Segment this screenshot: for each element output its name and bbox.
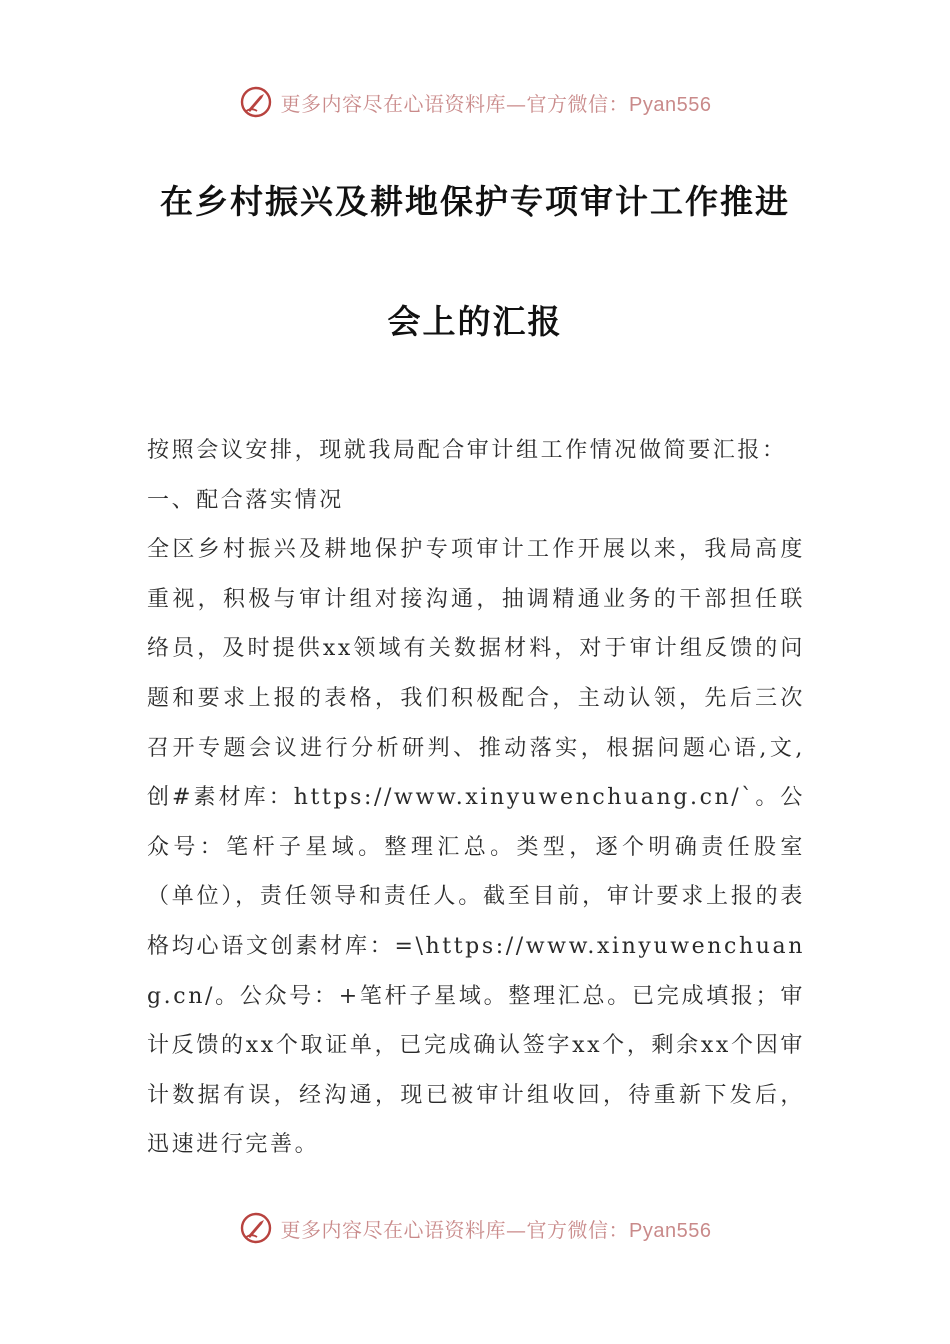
document-title-line1: 在乡村振兴及耕地保护专项审计工作推进 xyxy=(160,182,790,221)
pen-nib-logo-icon xyxy=(239,85,273,119)
intro-paragraph: 按照会议安排，现就我局配合审计组工作情况做简要汇报： xyxy=(147,438,787,463)
watermark-text: 更多内容尽在心语资料库—官方微信：Pyan556 xyxy=(280,1217,712,1242)
wechat-id: Pyan556 xyxy=(629,1219,712,1242)
section-heading: 一、配合落实情况 xyxy=(147,487,344,513)
wechat-id: Pyan556 xyxy=(629,93,712,116)
watermark-banner-top xyxy=(0,82,950,122)
watermark-banner-bottom xyxy=(0,1208,950,1248)
document-title-line2: 会上的汇报 xyxy=(387,302,563,341)
pen-nib-logo-icon xyxy=(239,1211,273,1245)
watermark-text: 更多内容尽在心语资料库—官方微信：Pyan556 xyxy=(280,91,712,116)
section-paragraph: 全区乡村振兴及耕地保护专项审计工作开展以来，我局高度重视，积极与审计组对接沟通，抽调精通业务的干部担任联络员，及时提供xx领域有关数据材料，对于审计组反馈的问题和要求上报的表格，我们积极配合，主动认领，先后三次召开专题会议进行分析研判、推动落实，根据问题心语,文,创#素材库：https://www.xinyuwenchuang.cn/`。公众号：笔杆子星域。整理汇总。类型，逐个明确责任股室（单位），责任领导和责任人。截至目前，审计要求上报的表格均心语文创素材库：=\https://www.xinyuwenchuang.cn/。公众号：+笔杆子星域。整理汇总。已完成填报；审计反馈的xx个取证单，已完成确认签字xx个，剩余xx个因审计数据有误，经沟通，现已被审计组收回，待重新下发后，迅速进行完善。 xyxy=(147,537,805,1158)
document-body xyxy=(147,426,805,1170)
